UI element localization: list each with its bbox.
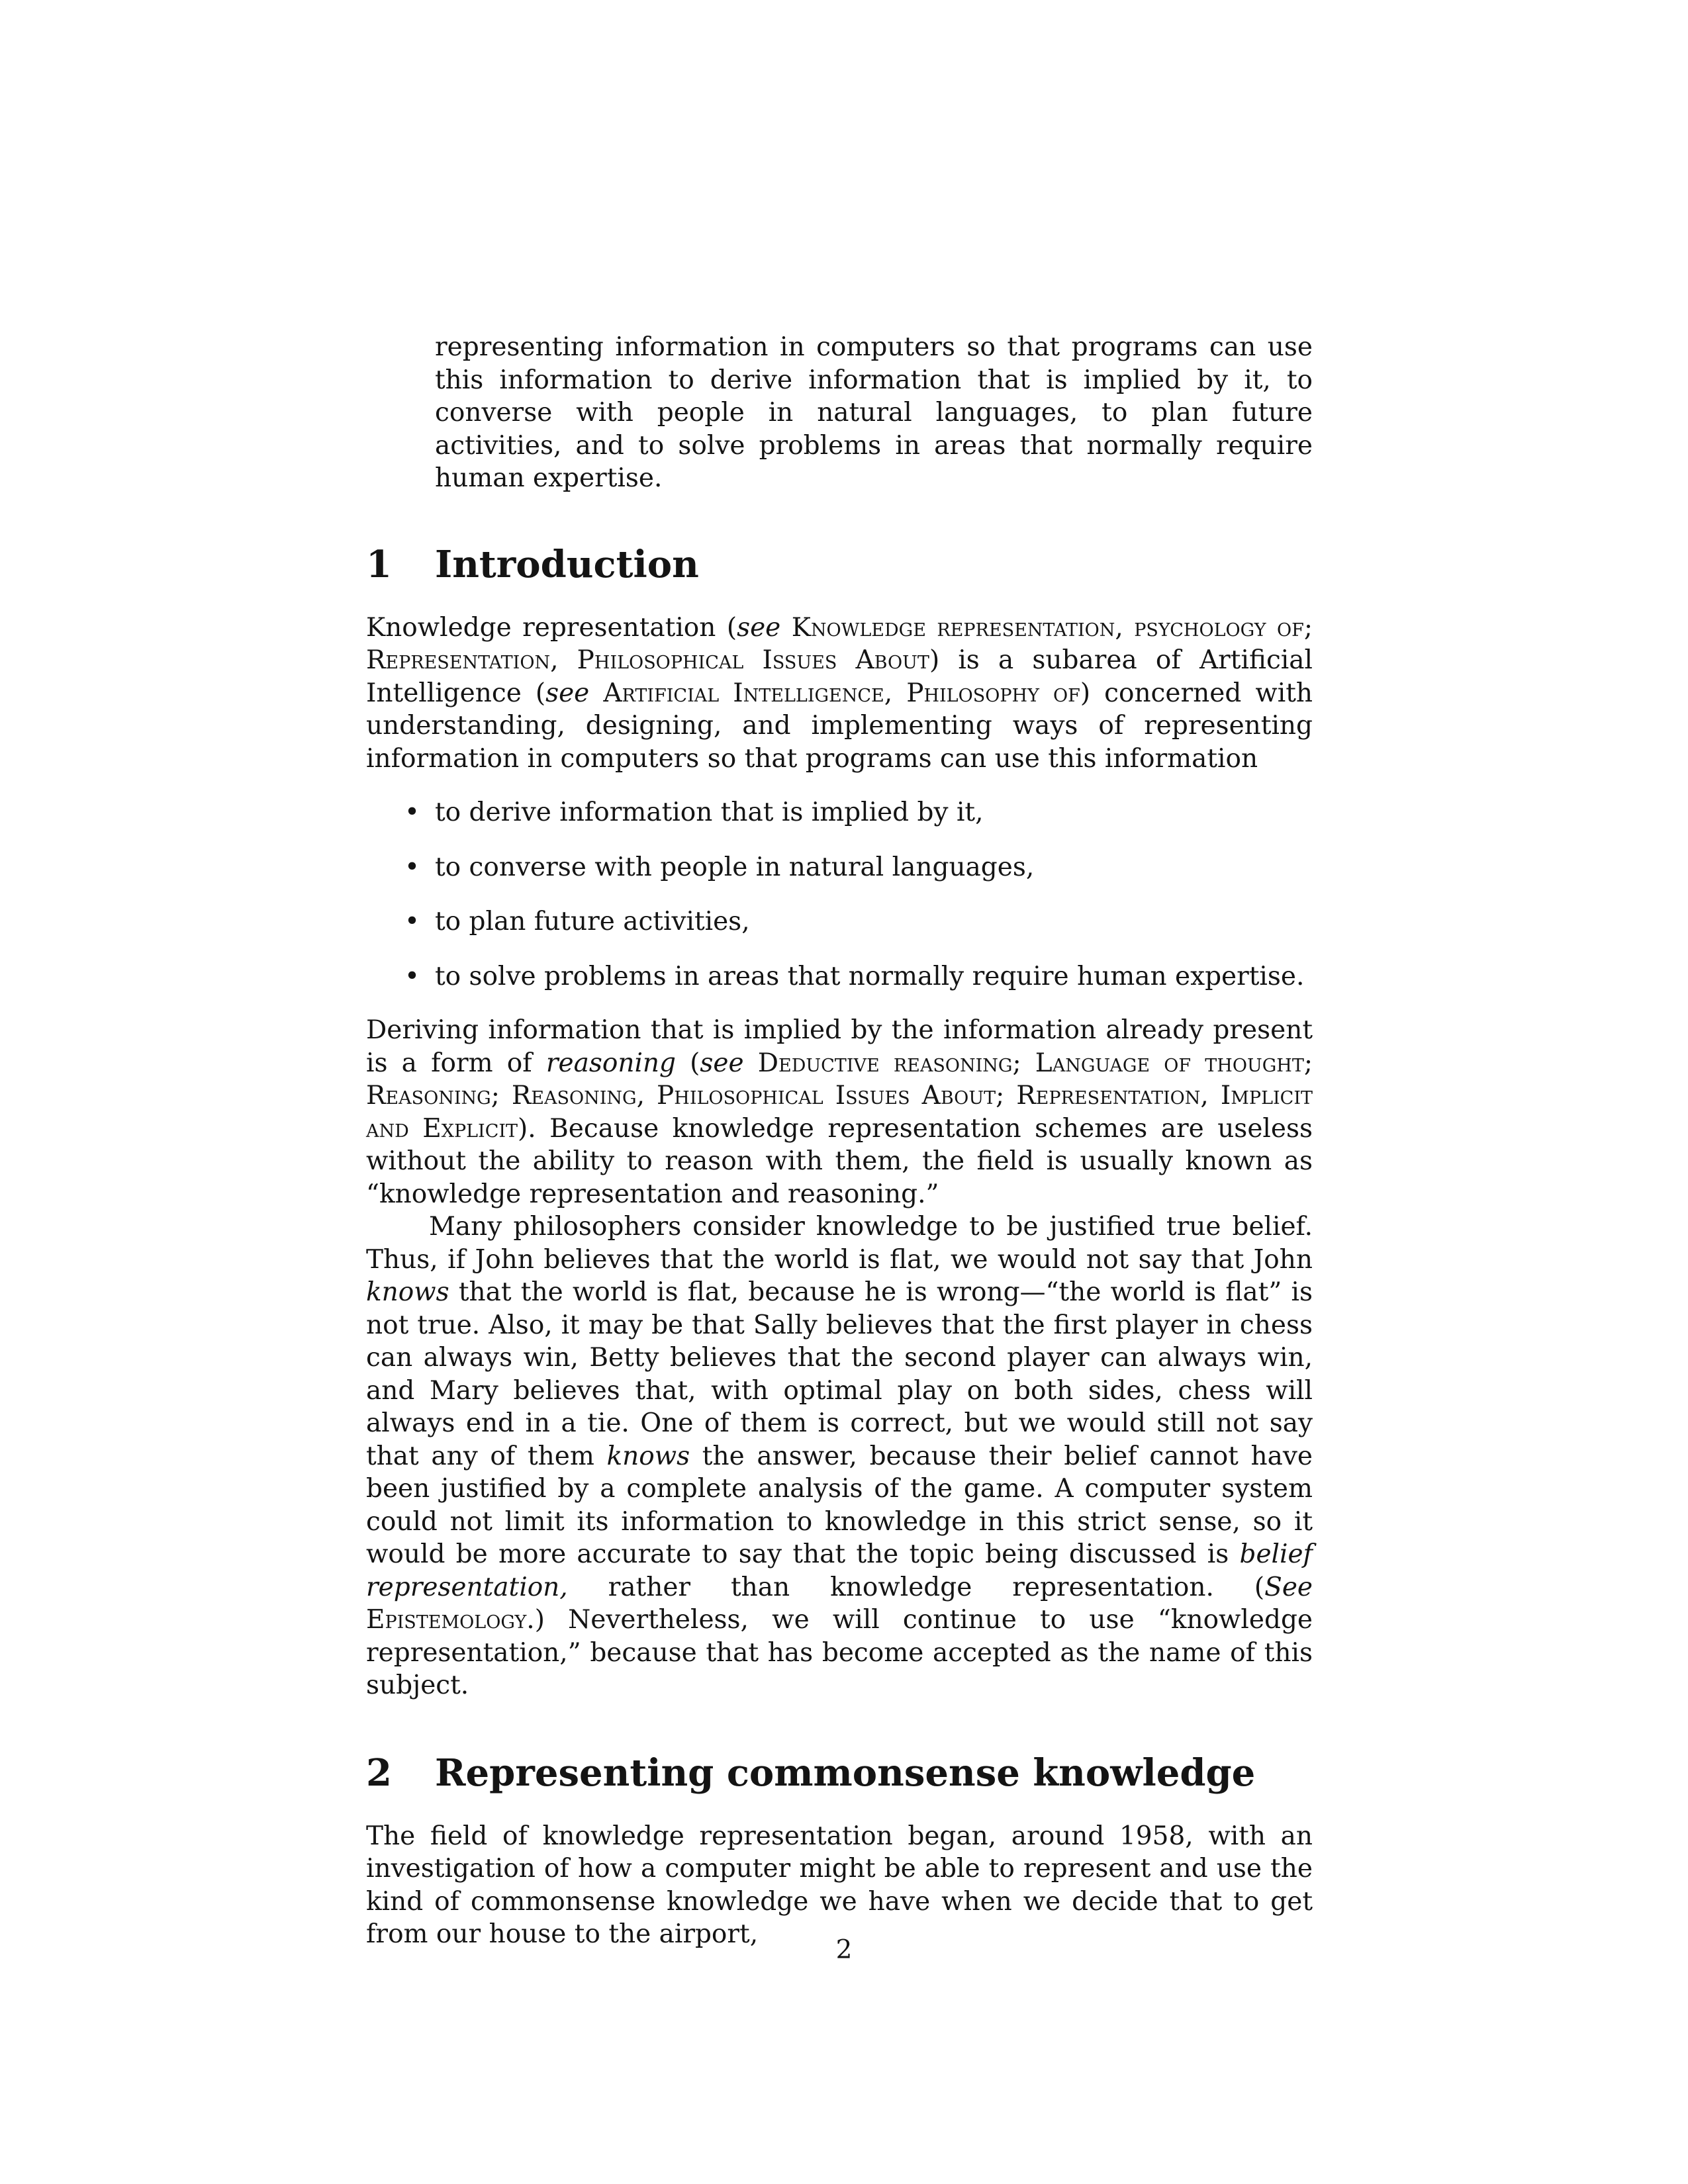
section-2-heading — [366, 1750, 1313, 1796]
intro-p2-text-1: Deriving information that is implied by the information already present is a form of — [366, 1015, 1313, 1078]
intro-p3-crossref: Epistemology. — [366, 1605, 535, 1635]
intro-p1-see-2: see — [545, 678, 590, 708]
intro-p3-emphasis-3: belief representation, — [366, 1539, 1313, 1602]
intro-paragraph-1 — [366, 612, 1313, 776]
intro-paragraph-2 — [366, 1014, 1313, 1210]
page-body — [366, 331, 1313, 1951]
intro-p3-emphasis-1: knows — [366, 1277, 449, 1307]
intro-p1-text-3: ) concerned with understanding, designing, and implementing ways of representing information in computers so that programs can use this information — [366, 678, 1313, 774]
list-item-text: to plan future activities, — [435, 907, 750, 936]
bullet-icon: • — [404, 961, 420, 991]
intro-p3-see: See — [1264, 1572, 1313, 1602]
purpose-list — [366, 796, 1313, 993]
intro-p2-see: see — [700, 1048, 744, 1078]
intro-paragraph-3 — [366, 1210, 1313, 1702]
intro-p1-crossref-1: Knowledge representation, psychology of; Representation, Philosophical Issues About — [366, 612, 1313, 675]
intro-p1-see-1: see — [737, 612, 781, 643]
section-1-number: 1 — [366, 542, 392, 586]
section-2-title: Representing commonsense knowledge — [435, 1751, 1256, 1795]
list-item — [366, 796, 1313, 829]
bullet-icon: • — [404, 797, 420, 827]
intro-p3-text-1: Many philosophers consider knowledge to be justified true belief. Thus, if John believes that the world is flat, we would not say that John — [366, 1212, 1313, 1275]
intro-p1-text-2: ) is a subarea of Artificial Intelligence ( — [366, 645, 1313, 708]
list-item-text: to converse with people in natural languages, — [435, 852, 1035, 882]
intro-p3-text-3: the answer, because their belief cannot have been justified by a complete analysis of the game. A computer system could not limit its information to knowledge in this strict sense, so it would be more accurate to say that the topic being discussed is — [366, 1441, 1313, 1569]
intro-p1-text-1: Knowledge representation ( — [366, 612, 737, 643]
page-number: 2 — [835, 1935, 853, 1965]
list-item-text: to solve problems in areas that normally require human expertise. — [435, 961, 1305, 991]
intro-p2-emphasis: reasoning — [545, 1048, 677, 1078]
section-2-paragraph-1: The field of knowledge representation began, around 1958, with an investigation of how a computer might be able to represent and use the kind of commonsense knowledge we have when we decide that to get from our house to the airport, — [366, 1821, 1313, 1949]
section-1-title: Introduction — [435, 542, 699, 586]
abstract-text: representing information in computers so that programs can use this information to derive information that is implied by it, to converse with people in natural languages, to plan future activities, and to solve problems in areas that normally require human expertise. — [435, 332, 1313, 493]
intro-p3-text-5: ) Nevertheless, we will continue to use “knowledge representation,” because that has become accepted as the name of this subject. — [366, 1605, 1313, 1700]
intro-p3-text-4: rather than knowledge representation. ( — [567, 1572, 1265, 1602]
list-item-text: to derive information that is implied by it, — [435, 797, 984, 827]
intro-p3-emphasis-2: knows — [606, 1441, 690, 1471]
intro-p3-text-2: that the world is flat, because he is wrong—“the world is flat” is not true. Also, it may be that Sally believes that the first player in chess can always win, Betty believes that the second player can always win, and Mary believes that, with optimal play on both sides, chess will always end in a tie. One of them is correct, but we would still not say that any of them — [366, 1277, 1313, 1471]
bullet-icon: • — [404, 852, 420, 882]
list-item — [366, 960, 1313, 993]
intro-p2-text-3: ). Because knowledge representation schemes are useless without the ability to reason with them, the field is usually known as “knowledge representation and reasoning.” — [366, 1113, 1313, 1209]
list-item — [366, 905, 1313, 938]
intro-p2-text-2: ( — [676, 1048, 700, 1078]
section-2-number: 2 — [366, 1751, 392, 1795]
list-item — [366, 851, 1313, 884]
intro-p1-crossref-2: Artificial Intelligence, Philosophy of — [603, 678, 1080, 708]
intro-p2-crossref: Deductive reasoning; Language of thought; Reasoning; Reasoning, Philosophical Issues About; Representation, Implicit and Explicit — [366, 1048, 1313, 1144]
section-1-heading — [366, 541, 1313, 588]
bullet-icon: • — [404, 907, 420, 936]
